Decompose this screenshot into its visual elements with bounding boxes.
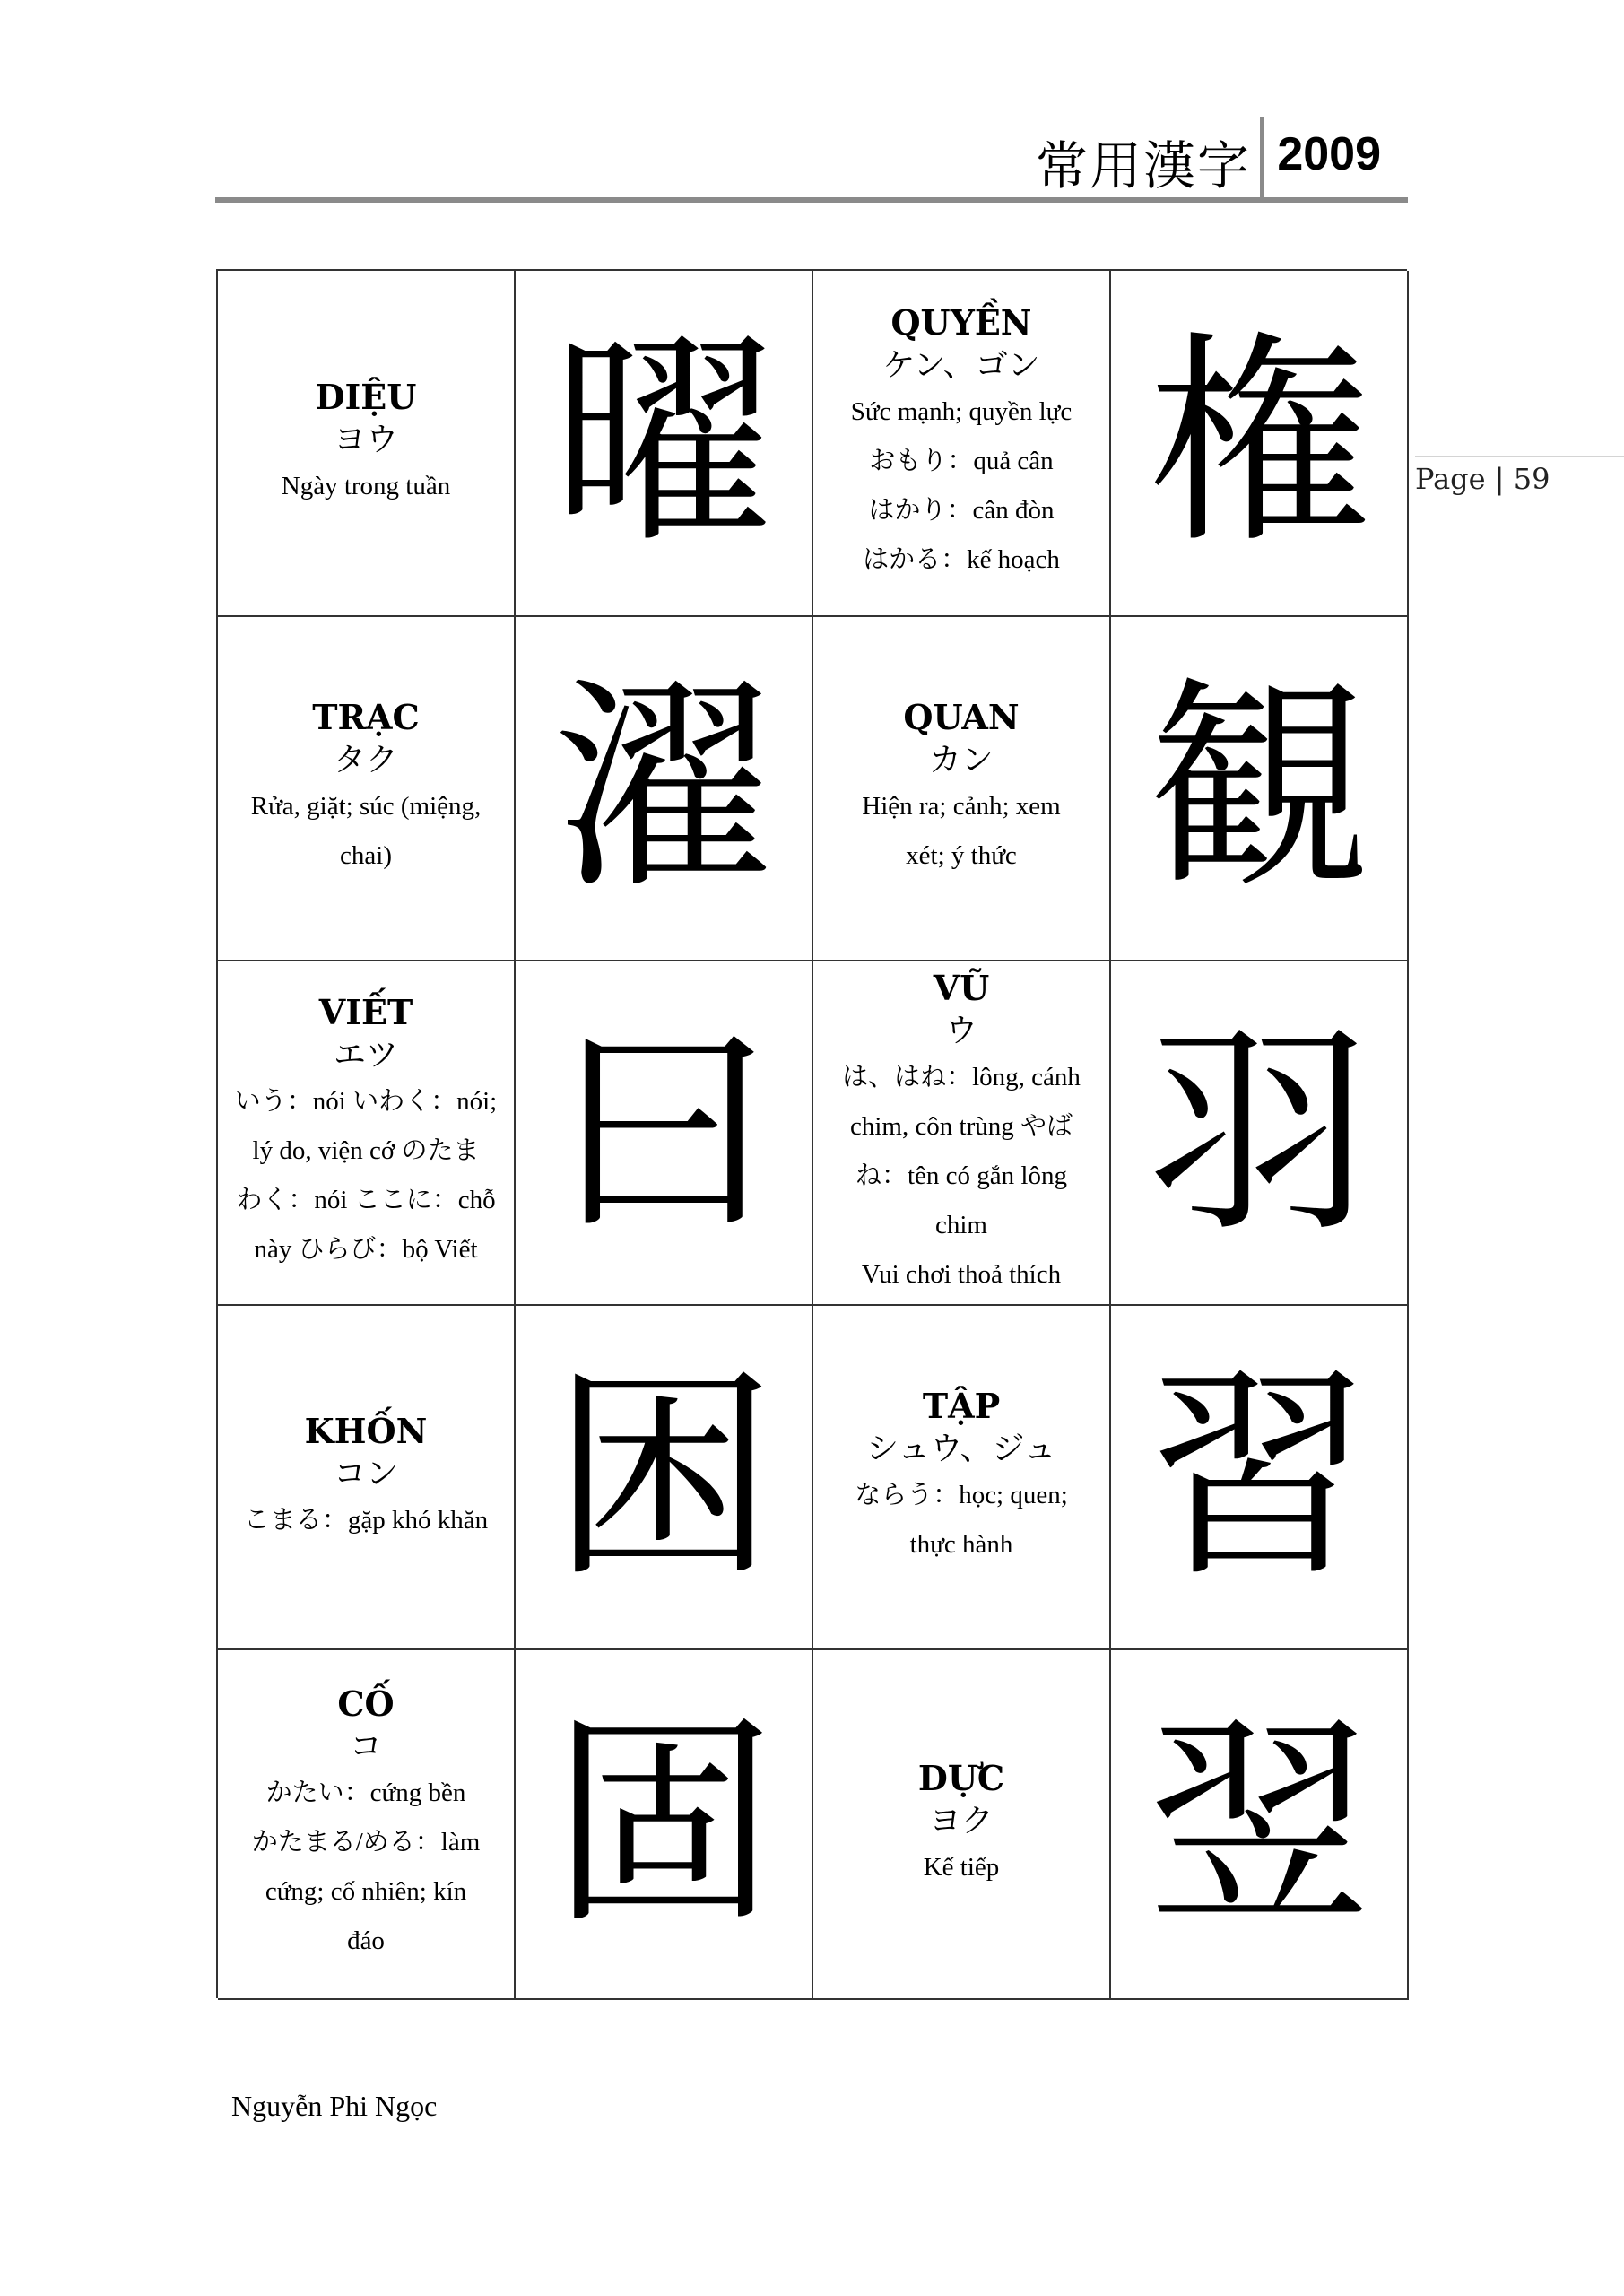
meaning-line: Rửa, giặt; súc (miệng,	[250, 792, 482, 821]
meaning-line: こまる：gặp khó khăn	[243, 1505, 489, 1535]
on-reading: ケン、ゴン	[882, 347, 1040, 384]
kanji-info-cell	[218, 271, 516, 617]
kanji-info-cell	[813, 1650, 1111, 2000]
meaning-line: はかる：kế hoạch	[863, 545, 1060, 574]
meaning-line: わく：nói ここに：chỗ	[236, 1186, 496, 1214]
sino-vietnamese-reading: QUYỀN	[890, 302, 1032, 343]
kanji-glyph-cell	[1111, 271, 1409, 617]
page-header	[215, 115, 1408, 201]
kanji-glyph: 曜	[551, 312, 776, 573]
on-reading: エツ	[333, 1037, 398, 1074]
kanji-glyph-cell	[1111, 617, 1409, 961]
kanji-glyph: 濯	[551, 657, 776, 918]
page-number-rule	[1415, 456, 1624, 457]
sino-vietnamese-reading: QUAN	[903, 697, 1020, 737]
footer-author: Nguyễn Phi Ngọc	[231, 2090, 438, 2122]
kanji-glyph-cell	[1111, 961, 1409, 1306]
meaning-line: ね：tên có gắn lông	[855, 1161, 1067, 1190]
meaning-line: chim, côn trùng やば	[849, 1111, 1073, 1141]
sino-vietnamese-reading: TRẠC	[312, 697, 420, 737]
page-number: Page | 59	[1415, 462, 1550, 496]
kanji-glyph-cell	[516, 961, 813, 1306]
kanji-glyph-cell	[1111, 1306, 1409, 1650]
kanji-glyph: 困	[551, 1346, 776, 1607]
on-reading: コ	[349, 1728, 382, 1765]
on-reading: コン	[333, 1455, 398, 1492]
kanji-info-cell	[813, 1306, 1111, 1650]
kanji-glyph: 固	[551, 1693, 776, 1954]
meaning-line: いう：nói いわく：nói;	[234, 1087, 498, 1116]
meaning-line: はかり：cân đòn	[868, 496, 1055, 525]
on-reading: ヨク	[928, 1802, 994, 1839]
kanji-info-cell	[218, 1306, 516, 1650]
header-rule	[215, 197, 1408, 203]
kanji-glyph: 権	[1147, 312, 1371, 573]
meaning-line: おもり：quả cân	[869, 447, 1054, 475]
header-separator	[1260, 117, 1264, 199]
meaning-line: chai)	[340, 841, 392, 870]
kanji-info-cell	[218, 1650, 516, 2000]
header-title: 常用漢字	[1035, 135, 1251, 196]
on-reading: ヨウ	[333, 421, 398, 458]
meaning-line: này ひらび：bộ Viết	[254, 1235, 478, 1264]
kanji-glyph-cell	[516, 617, 813, 961]
sino-vietnamese-reading: CỐ	[337, 1683, 395, 1724]
kanji-glyph: 羽	[1147, 1002, 1371, 1263]
kanji-glyph-cell	[516, 1650, 813, 2000]
kanji-info-cell	[813, 961, 1111, 1306]
kanji-glyph-cell	[1111, 1650, 1409, 2000]
meaning-line: Sức mạnh; quyền lực	[850, 397, 1073, 426]
kanji-info-cell	[218, 617, 516, 961]
on-reading: カン	[928, 742, 994, 778]
meaning-line: かたまる/める：làm	[251, 1828, 481, 1857]
meaning-line: ならう：học; quen;	[855, 1481, 1068, 1509]
sino-vietnamese-reading: VIẾT	[318, 992, 413, 1032]
kanji-glyph-cell	[516, 1306, 813, 1650]
meaning-line: Hiện ra; cảnh; xem	[862, 792, 1061, 821]
meaning-line: Vui chơi thoả thích	[861, 1259, 1062, 1289]
header-year: 2009	[1277, 128, 1381, 180]
meaning-line: は、はね：lông, cánh	[842, 1062, 1081, 1091]
kanji-info-cell	[218, 961, 516, 1306]
kanji-glyph-cell	[516, 271, 813, 617]
kanji-glyph: 習	[1147, 1346, 1371, 1607]
on-reading: シュウ、ジュ	[866, 1431, 1056, 1467]
meaning-line: Kế tiếp	[923, 1852, 1000, 1882]
meaning-line: chim	[935, 1210, 987, 1239]
kanji-glyph: 観	[1147, 657, 1371, 918]
kanji-glyph: 翌	[1147, 1693, 1371, 1954]
sino-vietnamese-reading: DỰC	[917, 1757, 1005, 1798]
sino-vietnamese-reading: KHỐN	[304, 1410, 428, 1451]
meaning-line: thực hành	[909, 1530, 1013, 1559]
meaning-line: Ngày trong tuần	[281, 471, 451, 500]
meaning-line: かたい：cứng bền	[265, 1779, 466, 1807]
meaning-line: đáo	[347, 1926, 385, 1955]
meaning-line: lý do, viện cớ のたま	[252, 1136, 480, 1165]
meaning-line: cứng; cố nhiên; kín	[265, 1877, 467, 1906]
on-reading: タク	[333, 742, 398, 778]
kanji-info-cell	[813, 617, 1111, 961]
sino-vietnamese-reading: TẬP	[922, 1386, 1001, 1426]
on-reading: ウ	[944, 1012, 977, 1049]
kanji-table	[216, 269, 1407, 1998]
kanji-glyph: 曰	[551, 1002, 776, 1263]
kanji-info-cell	[813, 271, 1111, 617]
sino-vietnamese-reading: DIỆU	[315, 376, 417, 417]
sino-vietnamese-reading: VŨ	[933, 967, 990, 1008]
meaning-line: xét; ý thức	[906, 841, 1017, 870]
